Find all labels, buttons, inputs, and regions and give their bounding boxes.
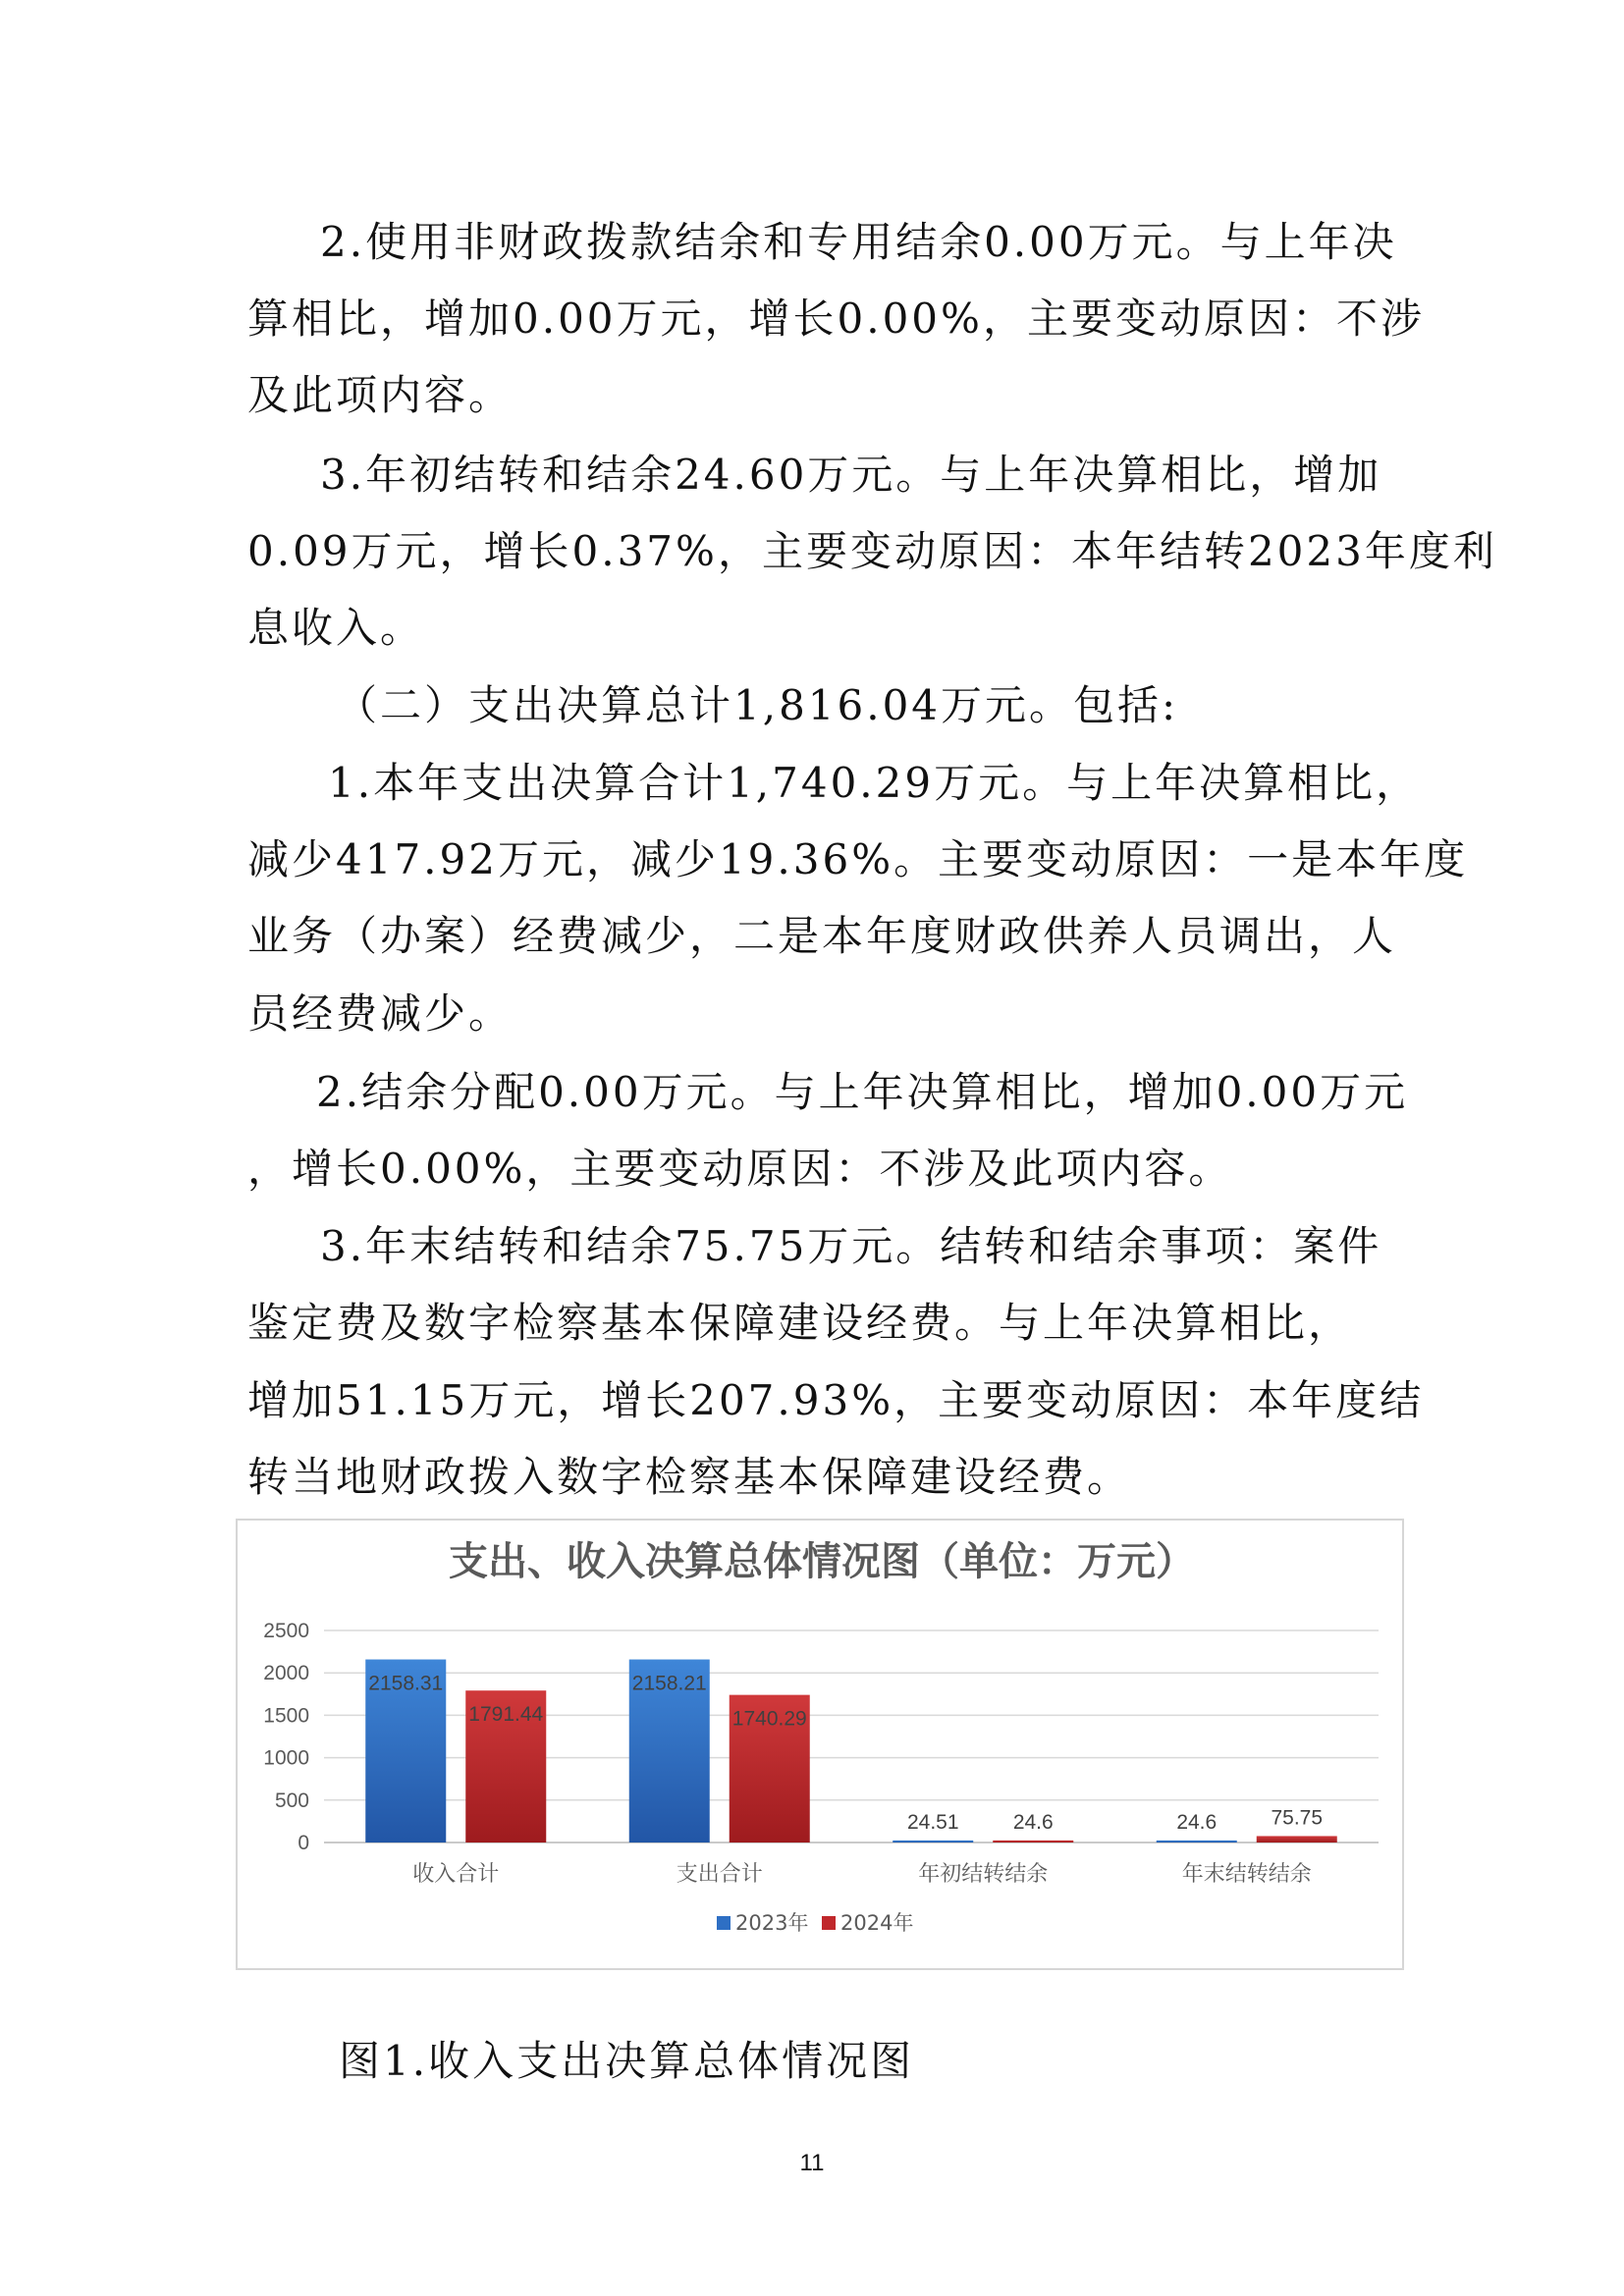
legend: [717, 1911, 913, 1935]
bar: [993, 1841, 1073, 1842]
chart-title: 支出、收入决算总体情况图（单位：万元）: [449, 1539, 1195, 1584]
legend-label: 2024年: [840, 1911, 914, 1935]
x-category-label: 支出合计: [676, 1862, 763, 1887]
x-category-label: 收入合计: [412, 1862, 500, 1887]
y-tick-label: 500: [274, 1789, 309, 1812]
data-label: 2158.21: [631, 1672, 707, 1695]
data-label: 1740.29: [731, 1707, 807, 1731]
paragraph-line: 减少417.92万元，减少19.36%。主要变动原因：一是本年度: [247, 835, 1469, 883]
bar-chart: [238, 1521, 1406, 1972]
paragraph-line: 算相比，增加0.00万元，增长0.00%，主要变动原因：不涉: [247, 294, 1425, 343]
figure-caption: 图1.收入支出决算总体情况图: [339, 2037, 915, 2085]
x-category-label: 年末结转结余: [1181, 1862, 1312, 1887]
data-label: 24.6: [1176, 1810, 1218, 1834]
y-tick-label: 2000: [263, 1662, 309, 1685]
y-tick-label: 2500: [263, 1620, 309, 1642]
paragraph-line: 及此项内容。: [247, 371, 514, 419]
y-tick-label: 0: [298, 1832, 309, 1854]
paragraph-line: 转当地财政拨入数字检察基本保障建设经费。: [247, 1453, 1132, 1501]
legend-swatch: [717, 1916, 731, 1930]
chart-container: [236, 1519, 1404, 1970]
data-label: 75.75: [1271, 1806, 1324, 1830]
paragraph-line: 鉴定费及数字检察基本保障建设经费。与上年决算相比，: [247, 1299, 1353, 1347]
data-label: 2158.31: [368, 1672, 444, 1695]
paragraph-line: 增加51.15万元，增长207.93%，主要变动原因：本年度结: [247, 1376, 1425, 1424]
bar: [1157, 1841, 1237, 1842]
paragraph-line: 3.年初结转和结余24.60万元。与上年决算相比，增加: [320, 451, 1382, 499]
paragraph-line: 业务（办案）经费减少，二是本年度财政供养人员调出，人: [247, 912, 1397, 960]
data-label: 24.51: [906, 1810, 959, 1834]
y-tick-label: 1000: [263, 1746, 309, 1770]
legend-label: 2023年: [735, 1911, 809, 1935]
data-label: 1791.44: [468, 1703, 544, 1727]
paragraph-line: 3.年末结转和结余75.75万元。结转和结余事项：案件: [320, 1222, 1382, 1270]
bar: [1257, 1836, 1337, 1842]
paragraph-line: 1.本年支出决算合计1,740.29万元。与上年决算相比，: [328, 759, 1421, 807]
paragraph-line: 0.09万元，增长0.37%，主要变动原因：本年结转2023年度利: [247, 527, 1497, 575]
paragraph-line: 2.结余分配0.00万元。与上年决算相比，增加0.00万元: [316, 1068, 1409, 1116]
data-label: 24.6: [1012, 1810, 1054, 1834]
legend-swatch: [822, 1916, 836, 1930]
bar: [893, 1841, 973, 1842]
y-tick-label: 1500: [263, 1704, 309, 1728]
paragraph-line: 息收入。: [247, 604, 425, 652]
paragraph-line: ，增长0.00%，主要变动原因：不涉及此项内容。: [247, 1145, 1233, 1193]
page-number: 11: [799, 2150, 825, 2176]
section-heading: （二）支出决算总计1,816.04万元。包括:: [336, 681, 1179, 729]
paragraph-line: 2.使用非财政拨款结余和专用结余0.00万元。与上年决: [320, 218, 1397, 266]
x-category-label: 年初结转结余: [918, 1862, 1049, 1887]
paragraph-line: 员经费减少。: [247, 989, 514, 1038]
